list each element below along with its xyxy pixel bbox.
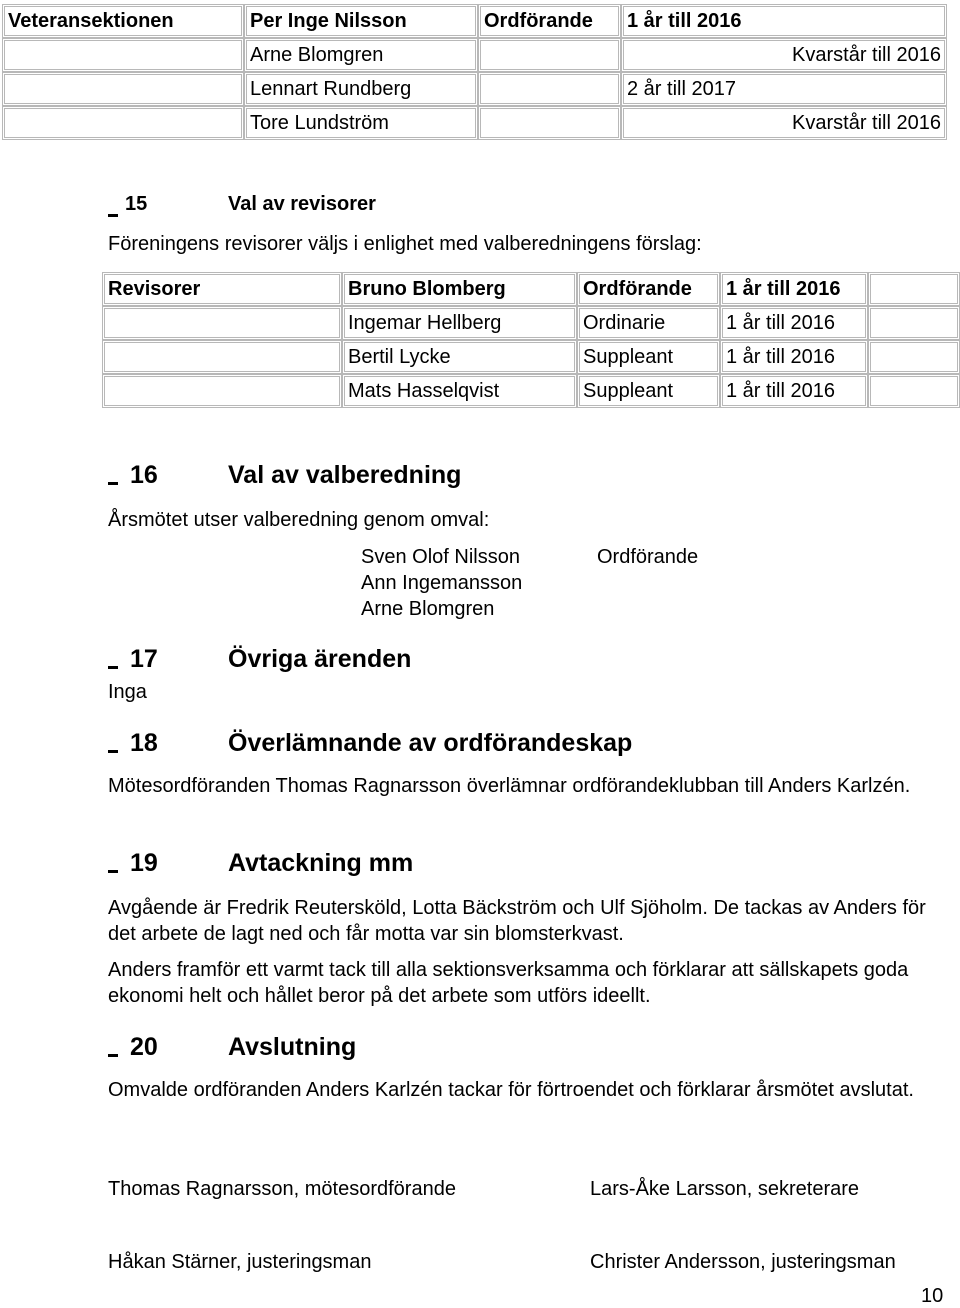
section-title: Avtackning mm xyxy=(228,849,414,877)
committee-member: Sven Olof Nilsson xyxy=(361,546,520,568)
table-header-cell: 1 år till 2016 xyxy=(720,272,868,306)
table-cell-empty xyxy=(2,72,244,106)
table-cell-role: Suppleant xyxy=(577,374,720,408)
table-header-cell: Veteransektionen xyxy=(2,4,244,38)
table-header-cell: Ordförande xyxy=(478,4,621,38)
section-marker xyxy=(108,214,118,217)
section-number: 19 xyxy=(130,849,158,877)
table-header-cell: Bruno Blomberg xyxy=(342,272,577,306)
section-title: Avslutning xyxy=(228,1033,357,1061)
table-cell-name: Mats Hasselqvist xyxy=(342,374,577,408)
page-number: 10 xyxy=(921,1285,944,1307)
table-cell-role: Suppleant xyxy=(577,340,720,374)
table-cell-role: Ordinarie xyxy=(577,306,720,340)
section-number: 20 xyxy=(130,1033,158,1061)
table-cell-empty xyxy=(478,106,621,140)
table-cell-term: Kvarstår till 2016 xyxy=(621,106,947,140)
section-title: Val av revisorer xyxy=(228,193,376,215)
table-cell-empty xyxy=(102,340,342,374)
table-cell-name: Ingemar Hellberg xyxy=(342,306,577,340)
table-header-cell: Revisorer xyxy=(102,272,342,306)
section-marker xyxy=(108,870,118,873)
table-cell-term: 1 år till 2016 xyxy=(720,306,868,340)
signature-line: Christer Andersson, justeringsman xyxy=(590,1251,896,1273)
signature-line: Thomas Ragnarsson, mötesordförande xyxy=(108,1178,456,1200)
table-cell-term: Kvarstår till 2016 xyxy=(621,38,947,72)
section-intro: Årsmötet utser valberedning genom omval: xyxy=(108,509,490,531)
section-paragraph: Anders framför ett varmt tack till alla sektionsverksamma och förklarar att sällskapets goda ekonomi helt och hållet beror på det arbete som utförs ideellt. xyxy=(108,959,909,1007)
table-cell-name: Tore Lundström xyxy=(244,106,478,140)
table-cell-empty xyxy=(868,340,960,374)
section-title: Övriga ärenden xyxy=(228,645,412,673)
table-cell-empty xyxy=(2,38,244,72)
section-body: Omvalde ordföranden Anders Karlzén tackar för förtroendet och förklarar årsmötet avslutat. xyxy=(108,1079,914,1101)
section-body: Inga xyxy=(108,681,147,703)
section-title: Val av valberedning xyxy=(228,461,462,489)
section-marker xyxy=(108,750,118,753)
table-cell-empty xyxy=(868,374,960,408)
section-marker xyxy=(108,666,118,669)
table-cell-name: Arne Blomgren xyxy=(244,38,478,72)
table-cell-empty xyxy=(478,38,621,72)
section-number: 17 xyxy=(130,645,158,673)
table-cell-empty xyxy=(868,272,960,306)
table-cell-empty xyxy=(102,374,342,408)
signature-line: Lars-Åke Larsson, sekreterare xyxy=(590,1178,860,1200)
section-body: Mötesordföranden Thomas Ragnarsson överlämnar ordförandeklubban till Anders Karlzén. xyxy=(108,775,911,797)
section-number: 16 xyxy=(130,461,158,489)
section-title: Överlämnande av ordförandeskap xyxy=(228,729,633,757)
section-number: 18 xyxy=(130,729,158,757)
committee-role: Ordförande xyxy=(597,546,699,568)
table-header-cell: 1 år till 2016 xyxy=(621,4,947,38)
table-header-cell: Per Inge Nilsson xyxy=(244,4,478,38)
table-cell-term: 1 år till 2016 xyxy=(720,374,868,408)
table-cell-term: 2 år till 2017 xyxy=(621,72,947,106)
table-cell-empty xyxy=(2,106,244,140)
committee-member: Arne Blomgren xyxy=(361,598,495,620)
section-intro: Föreningens revisorer väljs i enlighet med valberedningens förslag: xyxy=(108,233,702,255)
table-cell-name: Lennart Rundberg xyxy=(244,72,478,106)
section-number: 15 xyxy=(125,193,148,215)
table-header-cell: Ordförande xyxy=(577,272,720,306)
table-cell-term: 1 år till 2016 xyxy=(720,340,868,374)
table-cell-empty xyxy=(478,72,621,106)
committee-member: Ann Ingemansson xyxy=(361,572,523,594)
signature-line: Håkan Stärner, justeringsman xyxy=(108,1251,372,1273)
table-cell-empty xyxy=(102,306,342,340)
section-marker xyxy=(108,1054,118,1057)
section-marker xyxy=(108,482,118,485)
section-paragraph: Avgående är Fredrik Reutersköld, Lotta Bäckström och Ulf Sjöholm. De tackas av Anders för det arbete de lagt ned och får motta var sin blomsterkvast. xyxy=(108,897,926,945)
table-cell-empty xyxy=(868,306,960,340)
table-cell-name: Bertil Lycke xyxy=(342,340,577,374)
